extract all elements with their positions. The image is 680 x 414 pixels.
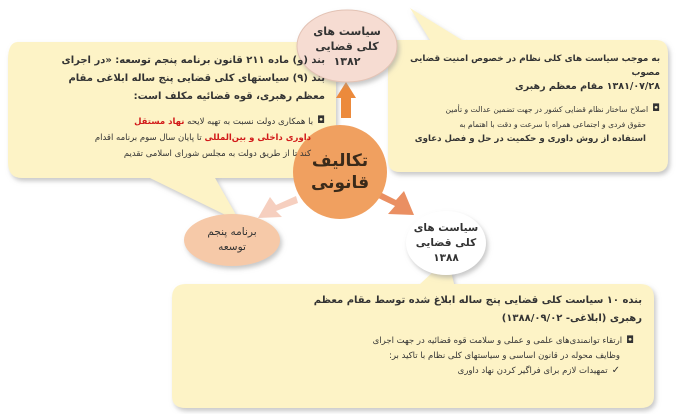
check-icon: ✓ — [611, 365, 620, 376]
right-circle-line1: سیاست های — [413, 221, 479, 234]
right-circle-line3: ۱۳۸۸ — [433, 251, 459, 264]
bottom-bullet-line2: وظایف محوله در قانون اساسی و سیاستهای کلی نظام با تاکید بر: — [388, 351, 620, 361]
bottom-callout-bullets — [186, 334, 642, 379]
left-callout-line1: بند (و) ماده ۲۱۱ قانون برنامه پنجم توسعه: «در اجرای — [61, 55, 325, 66]
right-bullet-line1: اصلاح ساختار نظام قضایی کشور در جهت تضمین عدالت و تأمین — [445, 105, 649, 114]
right-callout-bullet — [398, 102, 660, 147]
bullet-icon: ◘ — [626, 335, 634, 346]
bottom-callout-line1: بنده ۱۰ سیاست کلی قضایی پنج ساله ابلاغ شده توسط مقام معظم — [313, 295, 642, 306]
left-callout-bullet — [20, 114, 325, 162]
left-bullet-red2: داوری داخلی و بین‌المللی — [204, 133, 311, 143]
right-callout-line2: ۱۳۸۱/۰۷/۲۸ مقام معظم رهبری — [515, 81, 660, 92]
left-bullet-line3: کند تا از طریق دولت به مجلس شورای اسلامی تقدیم — [123, 149, 311, 159]
top-circle-line2: کلی قضایی — [315, 39, 379, 53]
right-bullet-line2: حقوق فردی و اجتماعی همراه با سرعت و دقت با اهتمام به — [459, 120, 646, 129]
center-title-line1: تکالیف — [311, 151, 369, 171]
left-circle-line1: برنامه پنجم — [207, 226, 257, 238]
right-callout-line1: به موجب سیاست های کلی نظام در خصوص امنیت قضایی مصوب — [410, 54, 660, 78]
top-circle-line3: ۱۳۸۲ — [333, 54, 361, 68]
bottom-check-row — [186, 364, 634, 379]
right-callout-text — [398, 52, 660, 147]
right-circle-line2: کلی قضایی — [415, 236, 477, 249]
left-bullet-line1 — [134, 114, 313, 130]
top-circle-line1: سیاست های — [313, 24, 381, 38]
bottom-callout-text — [186, 292, 642, 379]
left-callout-line2: بند (۹) سیاستهای کلی قضایی پنج ساله ابلاغی مقام — [68, 73, 325, 84]
left-circle-line2: توسعه — [218, 241, 246, 253]
arrow-left-down — [258, 196, 298, 218]
right-bullet-row — [398, 102, 660, 117]
left-bullet-red1: نهاد مستقل — [134, 117, 185, 127]
left-circle-label — [186, 220, 278, 260]
bottom-callout-line2: رهبری (ابلاغی- ۱۳۸۸/۰۹/۰۲) — [501, 313, 642, 324]
arrow-up — [336, 82, 356, 118]
left-callout-text — [20, 52, 325, 162]
bottom-check-line1: تمهیدات لازم برای فراگیر کردن نهاد داوری — [457, 366, 608, 376]
right-bullet-line3: استفاده از روش داوری و حکمیت در حل و فصل دعاوی — [414, 134, 646, 144]
left-callout-line3: معظم رهبری، قوه قضائیه مکلف است: — [133, 91, 325, 102]
center-title-line2: قانونی — [310, 173, 370, 193]
bullet-icon: ◘ — [652, 103, 660, 114]
left-bullet-row — [20, 114, 325, 130]
right-circle-label — [406, 213, 486, 273]
left-bullet-line2 — [20, 130, 325, 146]
left-bullet-part1: با همکاری دولت نسبت به تهیه لایحه — [184, 117, 314, 127]
bullet-icon: ◘ — [317, 115, 325, 126]
left-bullet-part2: تا پایان سال سوم برنامه اقدام — [94, 133, 205, 143]
bottom-bullet-row — [186, 334, 634, 349]
bottom-bullet-line1: ارتقاء توانمندی‌های علمی و عملی و سلامت قوه قضائیه در جهت اجرای — [372, 336, 623, 346]
